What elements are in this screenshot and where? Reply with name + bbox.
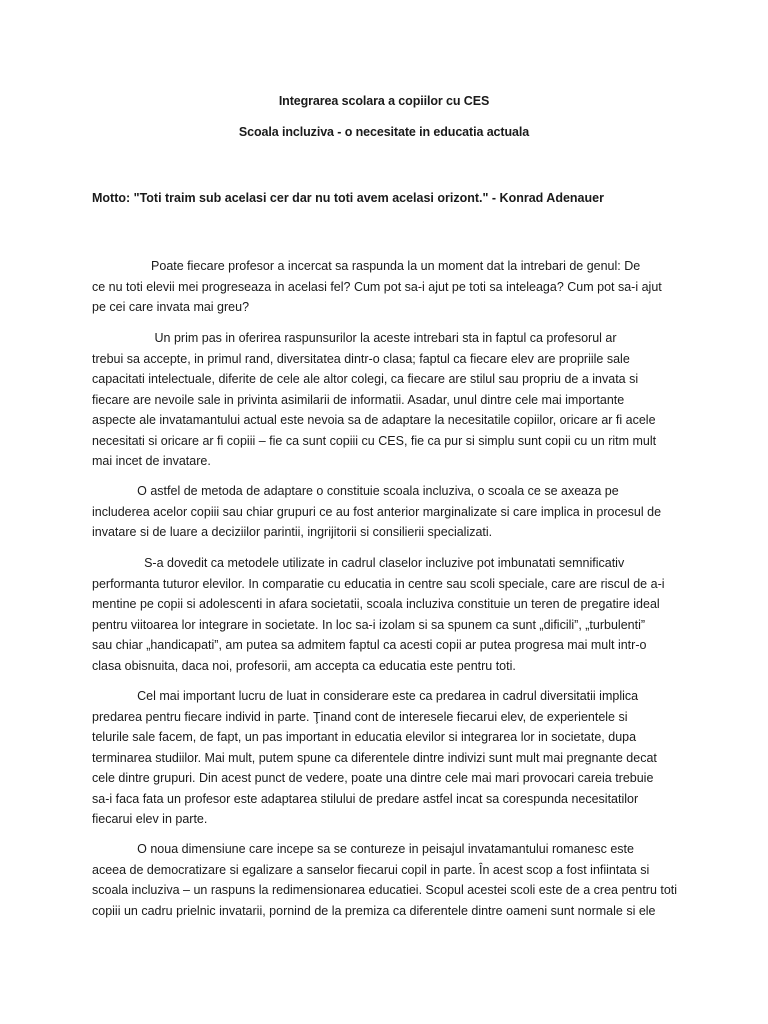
paragraph-line: fiecarui elev in parte. <box>92 812 208 826</box>
paragraph-line: cele dintre grupuri. Din acest punct de vedere, poate una dintre cele mai mari provocari careia trebuie <box>92 771 654 785</box>
paragraph-line: aspecte ale invatamantului actual este nevoia sa de adaptare la necesitatile copiilor, oricare ar fi acele <box>92 413 656 427</box>
paragraph-line: O astfel de metoda de adaptare o constituie scoala incluziva, o scoala ce se axeaza pe <box>92 484 619 498</box>
paragraph-line: O noua dimensiune care incepe sa se contureze in peisajul invatamantului romanesc este <box>92 842 634 856</box>
paragraph <box>92 328 692 472</box>
paragraph-line: Un prim pas in oferirea raspunsurilor la aceste intrebari sta in faptul ca profesorul ar <box>92 331 617 345</box>
paragraph-line: Cel mai important lucru de luat in considerare este ca predarea in cadrul diversitatii implica <box>92 689 639 703</box>
paragraph-line: sa-i faca fata un profesor este adaptarea stilului de predare astfel incat sa corespunda necesitatilor <box>92 791 639 806</box>
paragraph-line: clasa obisnuita, daca noi, profesorii, am accepta ca educatia este pentru toti. <box>92 658 516 673</box>
paragraph-line: necesitati si oricare ar fi copiii – fie ca sunt copiii cu CES, fie ca pur si simplu sunt copii cu un ritm mult <box>92 433 657 448</box>
paragraph-line: trebui sa accepte, in primul rand, diversitatea dintr-o clasa; faptul ca fiecare elev are propriile sale <box>92 351 630 366</box>
paragraph <box>92 553 692 676</box>
paragraph-line: aceea de democratizare si egalizare a sanselor fiecarui copil in parte. În acest scop a fost infiintata si <box>92 862 650 877</box>
paragraph <box>92 256 692 318</box>
paragraph-line: performanta tuturor elevilor. In comparatie cu educatia in centre sau scoli speciale, care are riscul de a-i <box>92 576 665 591</box>
paragraph-line: sau chiar „handicapati”, am putea sa admitem faptul ca acesti copii ar putea progresa mai mult intr-o <box>92 638 647 652</box>
paragraph-line: ce nu toti elevii mei progreseaza in acelasi fel? Cum pot sa-i ajut pe toti sa inteleaga? Cum pot sa-i ajut <box>92 279 662 294</box>
paragraph-line: terminarea studiilor. Mai mult, putem spune ca diferentele dintre indivizi sunt mult mai pregnante decat <box>92 750 657 765</box>
paragraph-line: S-a dovedit ca metodele utilizate in cadrul claselor incluzive pot imbunatati semnificativ <box>92 556 625 570</box>
paragraph-line: capacitati intelectuale, diferite de cele ale altor colegi, ca fiecare are stilul sau propriu de a invata si <box>92 372 639 386</box>
paragraph <box>92 839 692 921</box>
document-subtitle: Scoala incluziva - o necesitate in educatia actuala <box>238 125 530 139</box>
paragraph-line: invatare si de luare a deciziilor parintii, ingrijitorii si consilierii specializati. <box>92 525 493 539</box>
paragraph-line: predarea pentru fiecare individ in parte. Ţinand cont de interesele fiecarui elev, de experientele si <box>92 709 628 724</box>
document-title: Integrarea scolara a copiilor cu CES <box>278 94 490 108</box>
paragraph-line: mentine pe copii si adolescenti in afara societatii, scoala incluziva constituie un teren de pregatire ideal <box>92 597 660 611</box>
paragraph <box>92 686 692 830</box>
motto-line: Motto: "Toti traim sub acelasi cer dar nu toti avem acelasi orizont." - Konrad Adenauer <box>92 191 604 205</box>
paragraph-line: pe cei care invata mai greu? <box>92 300 250 314</box>
paragraph-line: Poate fiecare profesor a incercat sa raspunda la un moment dat la intrebari de genul: De <box>92 259 641 273</box>
paragraph-line: includerea acelor copiii sau chiar grupuri ce au fost anterior marginalizate si care implica in procesul de <box>92 504 662 519</box>
paragraph-line: copiii un cadru prielnic invatarii, pornind de la premiza ca diferentele dintre oameni sunt normale si ele <box>92 903 656 918</box>
paragraph-line: mai incet de invatare. <box>92 454 211 468</box>
paragraph-line: pentru viitoarea lor integrare in societate. In loc sa-i izolam si sa spunem ca sunt „dificili”, „turbulenti” <box>92 617 646 632</box>
paragraph-line: fiecare are nevoile sale in privinta asimilarii de informatii. Asadar, unul dintre cele mai importante <box>92 392 625 407</box>
paragraph-line: telurile sale facem, de fapt, un pas important in educatia elevilor si integrarea lor in societate, dupa <box>92 730 637 744</box>
paragraph <box>92 481 692 543</box>
paragraph-line: scoala incluziva – un raspuns la redimensionarea educatiei. Scopul acestei scoli este de a crea pentru toti <box>92 883 678 897</box>
